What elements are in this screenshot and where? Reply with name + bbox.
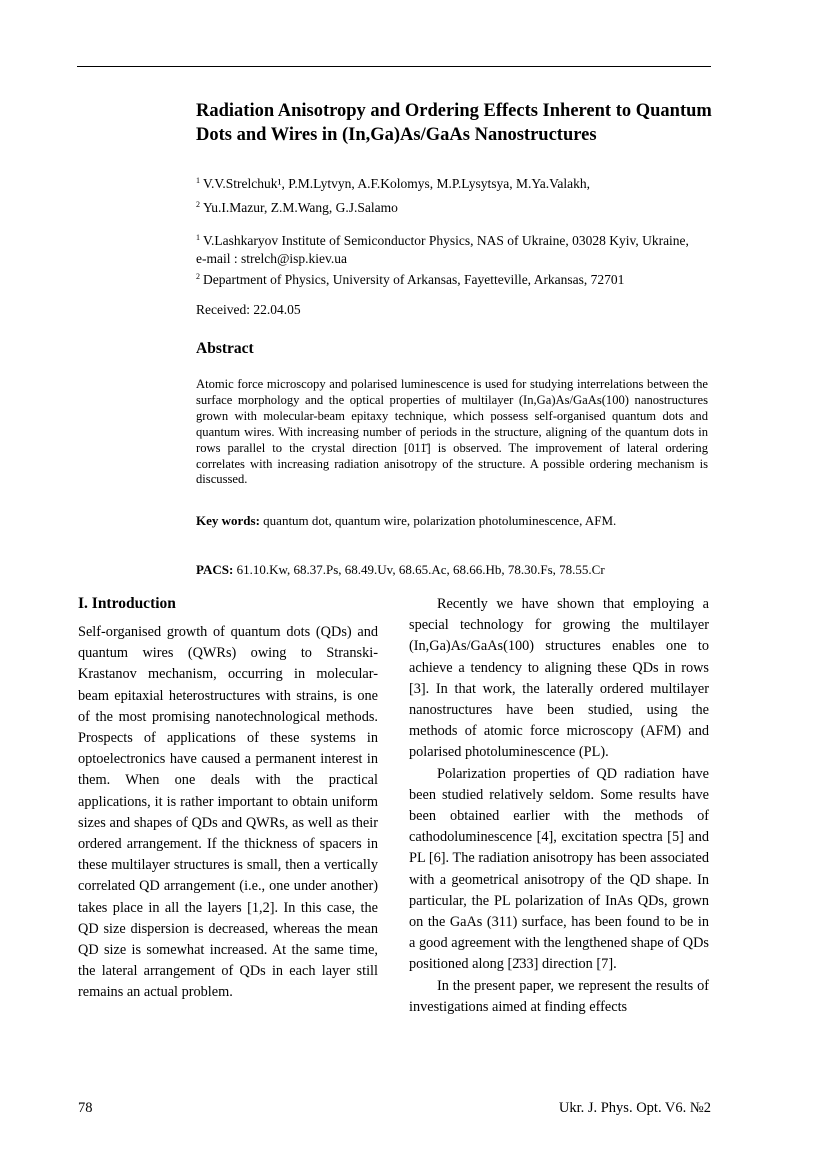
- affiliation-sup: 1: [196, 233, 200, 242]
- email-text: e-mail : strelch@isp.kiev.ua: [196, 251, 348, 266]
- author-sup: 1: [196, 176, 200, 185]
- author-names: Yu.I.Mazur, Z.M.Wang, G.J.Salamo: [203, 200, 398, 215]
- affiliation-line: [196, 229, 716, 250]
- affiliation-text: V.Lashkaryov Institute of Semiconductor Physics, NAS of Ukraine, 03028 Kyiv, Ukraine,: [203, 233, 689, 248]
- journal-footer: Ukr. J. Phys. Opt. V6. №2: [558, 1100, 711, 1116]
- abstract-heading: Abstract: [196, 340, 254, 357]
- keywords: [196, 513, 716, 529]
- header-rule: [77, 66, 711, 67]
- left-column: [78, 594, 378, 1004]
- affiliation-text: Department of Physics, University of Arkansas, Fayetteville, Arkansas, 72701: [203, 272, 625, 287]
- pacs: [196, 562, 716, 578]
- paper-title: Radiation Anisotropy and Ordering Effects Inherent to Quantum Dots and Wires in (In,Ga)As/GaAs Nanostructures: [196, 101, 712, 145]
- body-paragraph: Self-organised growth of quantum dots (QDs) and quantum wires (QWRs) owing to Stranski-Krastanov mechanism, occurring in molecular-beam epitaxial heterostructures with strains, is one of the most promising nanotechnological methods. Prospects of applications of these systems in optoelectronics have caused a permanent interest in them. When one deals with the practical applications, it is rather important to obtain uniform sizes and shapes of QDs and QWRs, as well as their ordered arrangement. If the thickness of spacers in these multilayer structures is small, then a vertically correlated QD arrangement (i.e., one under another) takes place in all the layers [1,2]. In this case, the QD size dispersion is decreased, whereas the mean QD size is somewhat increased. At the same time, the lateral arrangement of QDs in each layer still remains an actual problem.: [78, 624, 378, 1001]
- affiliation-line: [196, 268, 716, 289]
- email-line: [196, 250, 716, 268]
- body-paragraph: In the present paper, we represent the results of investigations aimed at finding effects: [409, 977, 709, 1015]
- author-sup: 2: [196, 200, 200, 209]
- author-line: [196, 170, 716, 194]
- author-line: [196, 194, 716, 218]
- section-heading: I. Introduction: [78, 595, 176, 612]
- right-column: [409, 594, 709, 1018]
- author-names: V.V.Strelchuk¹, P.M.Lytvyn, A.F.Kolomys, M.P.Lysytsya, M.Ya.Valakh,: [203, 176, 591, 191]
- body-paragraph: Polarization properties of QD radiation have been studied relatively seldom. Some results have been obtained earlier with the methods of cathodoluminescence [4], excitation spectra [5] and PL [6]. The radiation anisotropy has been associated with a geometrical anisotropy of the QD shape. In particular, the PL polarization of InAs QDs, grown on the GaAs (311) surface, has been found to be in a good agreement with the lengthened shape of QDs positioned along [2̄33] direction [7].: [409, 765, 709, 973]
- page-number: 78: [78, 1100, 93, 1116]
- keywords-text: quantum dot, quantum wire, polarization photoluminescence, AFM.: [263, 513, 617, 528]
- abstract-text: Atomic force microscopy and polarised luminescence is used for studying interrelations between the surface morphology and the optical properties of multilayer (In,Ga)As/GaAs(100) nanostructures grown with molecular-beam epitaxy technique, which possess self-organised quantum dots and quantum wires. With increasing number of periods in the structure, aligning of the quantum dots in rows parallel to the crystal direction [011̄] is observed. The improvement of lateral ordering correlates with increasing radiation anisotropy of the structure. A possible ordering mechanism is discussed.: [196, 377, 708, 487]
- keywords-label: Key words:: [196, 513, 260, 528]
- affiliation-list: [196, 229, 716, 289]
- pacs-label: PACS:: [196, 562, 234, 577]
- pacs-text: 61.10.Kw, 68.37.Ps, 68.49.Uv, 68.65.Ac, 68.66.Hb, 78.30.Fs, 78.55.Cr: [236, 562, 605, 577]
- received-date: Received: 22.04.05: [196, 302, 301, 317]
- body-paragraph: Recently we have shown that employing a special technology for growing the multilayer (In,Ga)As/GaAs(100) structures enables one to achieve a tendency to aligning these QDs in rows [3]. In that work, the laterally ordered multilayer nanostructures have been studied, using the methods of atomic force microscopy (AFM) and polarised photoluminescence (PL).: [409, 596, 709, 761]
- author-list: [196, 170, 716, 218]
- affiliation-sup: 2: [196, 272, 200, 281]
